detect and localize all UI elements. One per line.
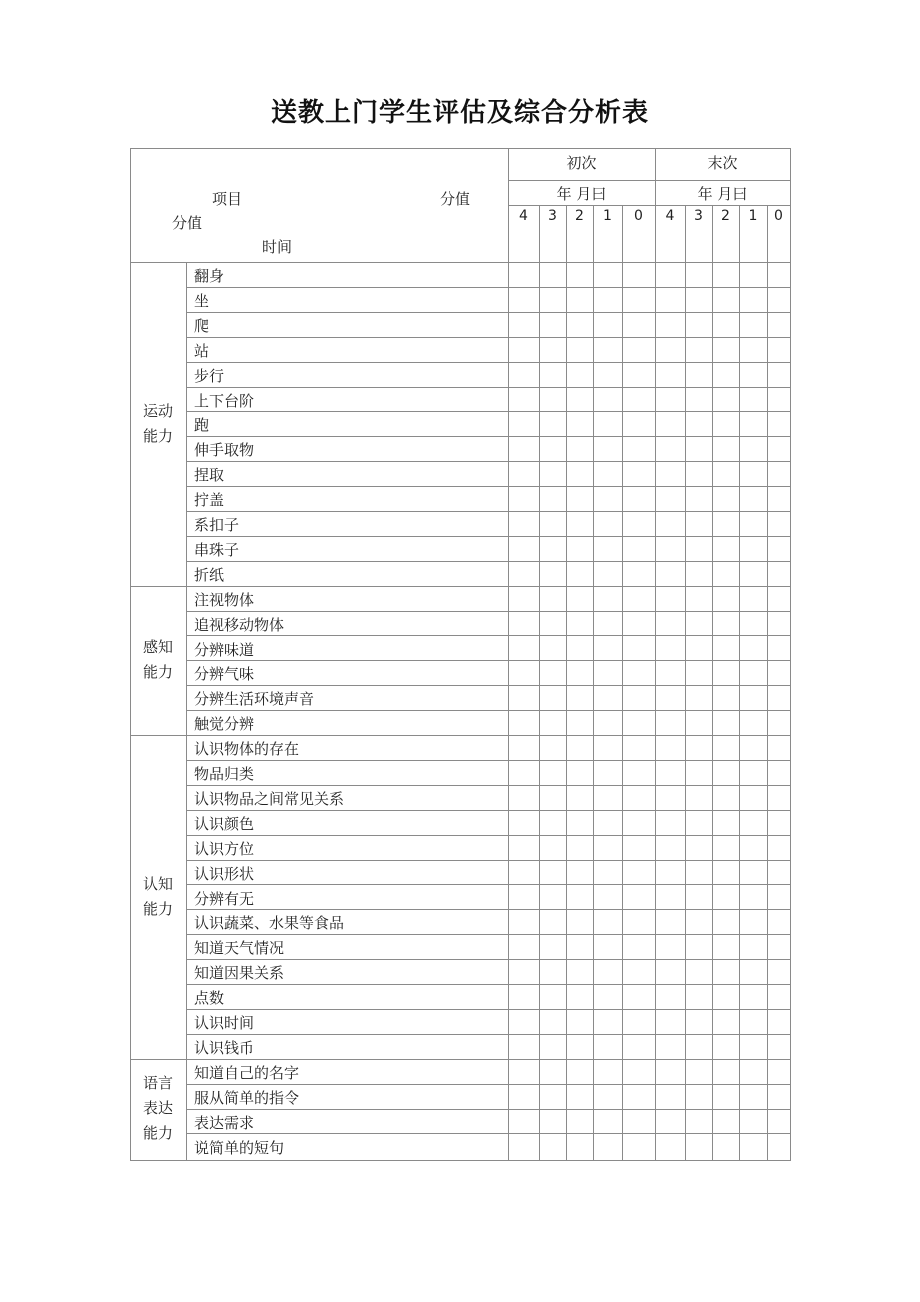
grid-line: [186, 486, 790, 487]
score-header-cell: 0: [634, 208, 643, 224]
table-row-item-label: 追视移动物体: [194, 615, 285, 634]
table-row-item-label: 认识方位: [194, 839, 255, 858]
grid-line: [539, 205, 540, 1160]
score-header-cell: 4: [519, 208, 528, 224]
header-item-label: 项目: [212, 190, 243, 208]
table-row-item-label: 伸手取物: [194, 441, 255, 460]
header-last-date: 年 月曰: [697, 185, 748, 203]
table-row-item-label: 知道自己的名字: [194, 1063, 300, 1082]
table-row-item-label: 知道天气情况: [194, 939, 285, 958]
grid-line: [130, 1160, 791, 1161]
category-label-line: 表达: [142, 1099, 173, 1117]
category-label-line: 能力: [142, 900, 173, 918]
grid-line: [739, 205, 740, 1160]
score-header-cell: 1: [748, 208, 758, 224]
grid-line: [186, 835, 790, 836]
category-label-line: 语言: [142, 1074, 173, 1092]
grid-line: [186, 262, 187, 1160]
grid-line: [186, 934, 790, 935]
grid-line: [186, 337, 790, 338]
grid-line: [186, 660, 790, 661]
grid-line: [712, 205, 713, 1160]
grid-line: [186, 884, 790, 885]
header-last-assessment: 末次: [707, 154, 738, 172]
table-row-item-label: 坐: [194, 291, 210, 310]
category-label-line: 感知: [142, 638, 173, 656]
grid-line: [186, 387, 790, 388]
table-row-item-label: 串珠子: [194, 540, 240, 559]
category-label: [130, 872, 186, 922]
grid-line: [186, 611, 790, 612]
score-header-cell: 0: [774, 208, 783, 224]
grid-line: [186, 312, 790, 313]
score-header-cell: 3: [548, 208, 557, 224]
assessment-table: [130, 148, 790, 1160]
table-row-item-label: 上下台阶: [194, 391, 255, 410]
table-row-item-label: 认识物品之间常见关系: [194, 789, 345, 808]
table-row-item-label: 认识钱币: [194, 1038, 255, 1057]
grid-line: [186, 1009, 790, 1010]
category-label: [130, 1071, 186, 1146]
grid-line: [186, 436, 790, 437]
grid-line: [186, 810, 790, 811]
header-time-label: 时间: [262, 238, 293, 256]
table-row-item-label: 站: [194, 341, 210, 360]
table-row-item-label: 捏取: [194, 466, 225, 485]
table-row-item-label: 分辨气味: [194, 665, 255, 684]
grid-line: [767, 205, 768, 1160]
grid-line: [130, 1059, 790, 1060]
grid-line: [790, 148, 791, 1160]
grid-line: [186, 287, 790, 288]
table-row-item-label: 服从简单的指令: [194, 1088, 300, 1107]
category-label-line: 能力: [142, 427, 173, 445]
grid-line: [186, 959, 790, 960]
grid-line: [130, 735, 790, 736]
grid-line: [186, 860, 790, 861]
category-label: [130, 399, 186, 449]
grid-line: [186, 362, 790, 363]
grid-line: [685, 205, 686, 1160]
category-label-line: 认知: [142, 875, 173, 893]
category-label-line: 能力: [142, 1124, 173, 1142]
table-row-item-label: 触觉分辨: [194, 715, 255, 734]
category-label-line: 能力: [142, 663, 173, 681]
grid-line: [186, 909, 790, 910]
table-row-item-label: 分辨有无: [194, 889, 255, 908]
header-first-assessment: 初次: [566, 154, 597, 172]
table-row-item-label: 折纸: [194, 565, 225, 584]
table-row-item-label: 注视物体: [194, 590, 255, 609]
score-header-cell: 2: [575, 208, 584, 224]
grid-line: [186, 710, 790, 711]
table-row-item-label: 认识时间: [194, 1014, 255, 1032]
score-header-cell: 2: [721, 208, 730, 224]
table-row-item-label: 认识物体的存在: [194, 740, 300, 759]
grid-line: [186, 561, 790, 562]
table-row-item-label: 分辨生活环境声音: [194, 690, 315, 709]
grid-line: [186, 1109, 790, 1110]
page-title: 送教上门学生评估及综合分析表: [270, 98, 649, 128]
table-row-item-label: 认识形状: [194, 864, 255, 883]
grid-line: [186, 685, 790, 686]
grid-line: [130, 148, 791, 149]
table-row-item-label: 拧盖: [194, 491, 225, 510]
grid-line: [186, 461, 790, 462]
table-row-item-label: 知道因果关系: [194, 964, 285, 983]
table-row-item-label: 说简单的短句: [194, 1138, 285, 1157]
grid-line: [130, 262, 790, 263]
grid-line: [186, 760, 790, 761]
table-row-item-label: 步行: [194, 366, 225, 385]
grid-line: [186, 1084, 790, 1085]
grid-line: [508, 180, 790, 181]
header-first-date: 年 月曰: [556, 185, 607, 203]
category-label: [130, 635, 186, 685]
header-score-label: 分值: [440, 190, 471, 208]
header-score-label-secondary: 分值: [172, 214, 203, 232]
grid-line: [186, 1034, 790, 1035]
table-row-item-label: 跑: [194, 416, 210, 435]
grid-line: [186, 984, 790, 985]
table-row-item-label: 爬: [194, 316, 210, 335]
table-row-item-label: 翻身: [194, 267, 225, 285]
grid-line: [622, 205, 623, 1160]
grid-line: [186, 785, 790, 786]
grid-line: [186, 411, 790, 412]
grid-line: [186, 536, 790, 537]
grid-line: [186, 635, 790, 636]
grid-line: [186, 511, 790, 512]
grid-line: [593, 205, 594, 1160]
category-label-line: 运动: [142, 402, 173, 420]
grid-line: [186, 1133, 790, 1134]
grid-line: [508, 205, 790, 206]
table-row-item-label: 分辨味道: [194, 640, 255, 659]
table-row-item-label: 系扣子: [194, 516, 240, 534]
score-header-cell: 4: [665, 208, 675, 224]
table-row-item-label: 点数: [194, 989, 225, 1008]
score-header-cell: 1: [603, 208, 612, 224]
table-row-item-label: 物品归类: [194, 765, 255, 783]
score-header-cell: 3: [694, 208, 703, 224]
table-row-item-label: 认识蔬菜、水果等食品: [194, 914, 345, 933]
table-row-item-label: 表达需求: [194, 1113, 255, 1132]
table-row-item-label: 认识颜色: [194, 814, 255, 833]
grid-line: [130, 586, 790, 587]
grid-line: [566, 205, 567, 1160]
